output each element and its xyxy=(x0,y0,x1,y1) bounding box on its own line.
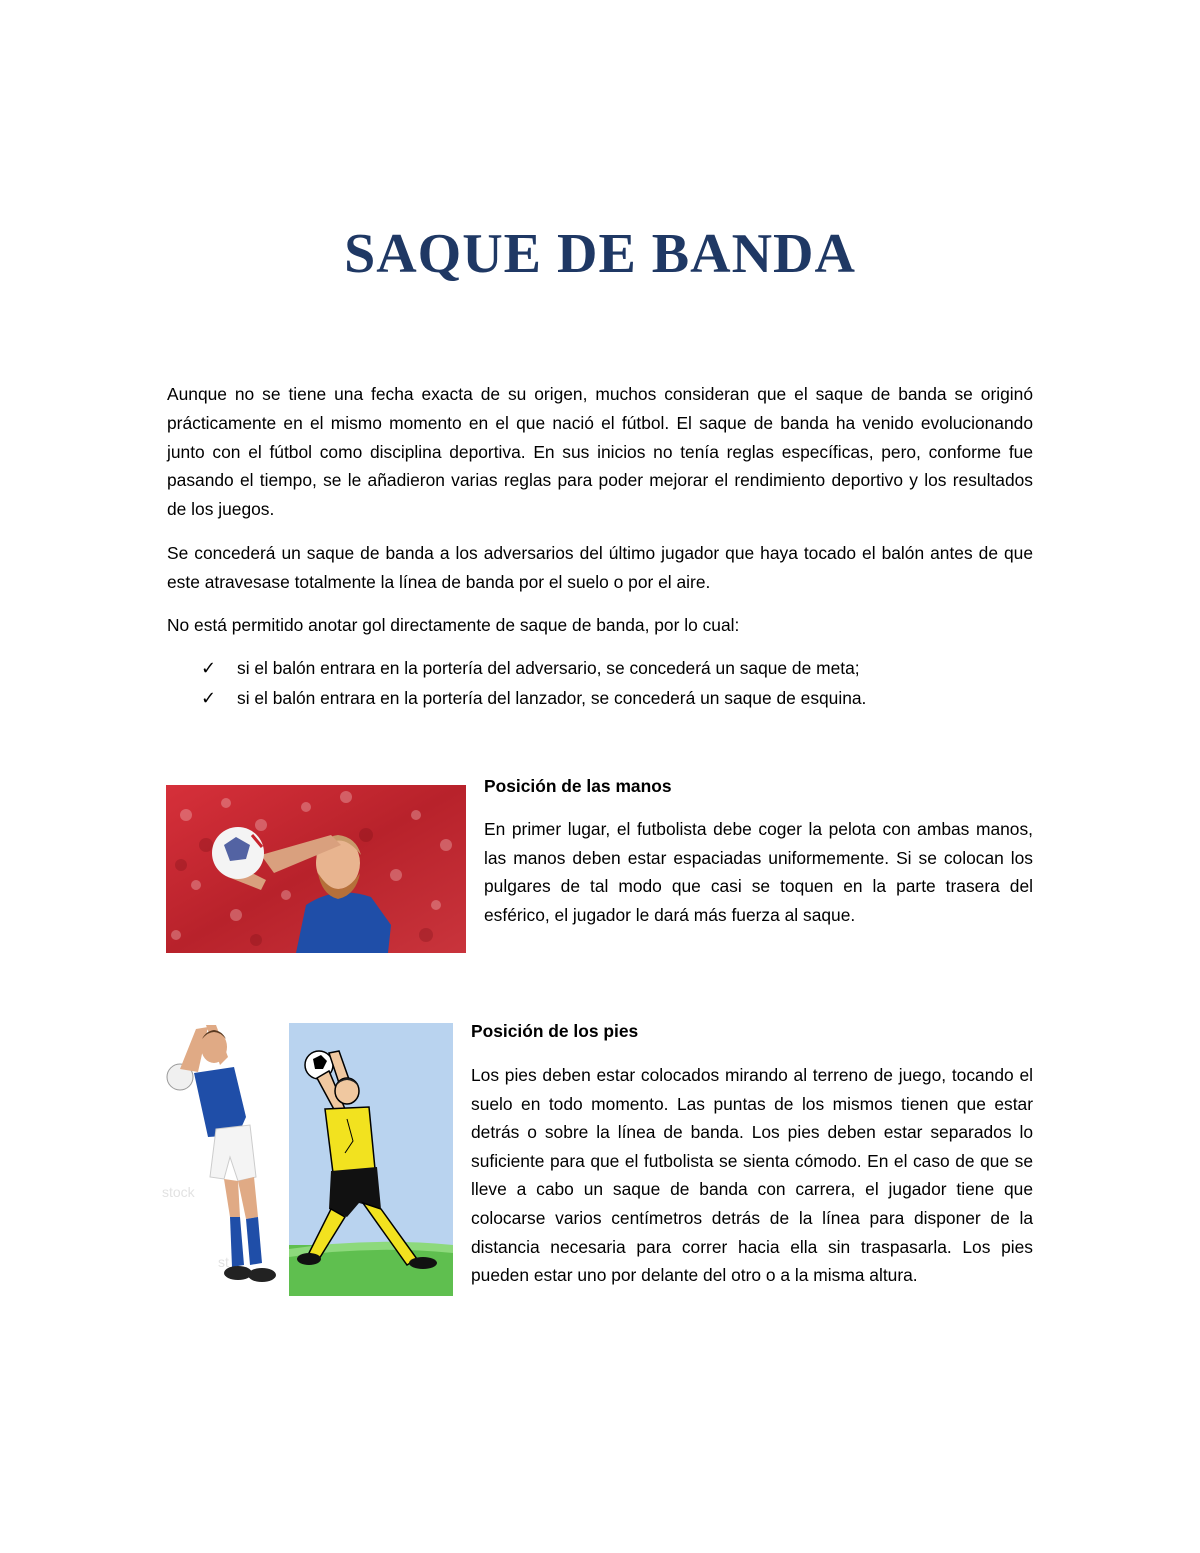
throw-in-hands-photo xyxy=(166,785,466,953)
section-text-hands: En primer lugar, el futbolista debe coger la pelota con ambas manos, las manos deben estar espaciadas uniformemente. Si se colocan los pulgares de tal modo que casi se toquen en la parte trasera del esférico, el jugador le dará más fuerza al saque. xyxy=(484,819,1033,925)
section-heading-feet: Posición de los pies xyxy=(471,1021,639,1041)
throw-in-illustration xyxy=(289,1023,453,1296)
document-title: SAQUE DE BANDA xyxy=(344,223,856,285)
checkmark-icon: ✓ xyxy=(201,687,217,708)
section-text-feet: Los pies deben estar colocados mirando al terreno de juego, tocando el suelo en todo momento. Las puntas de los mismos tienen que estar detrás o sobre la línea de banda. Los pies deben estar separados lo suficiente para que el futbolista se sienta cómodo. En el caso de que se lleve a cabo un saque de banda con carrera, el jugador tiene que colocarse varios centímetros detrás de la línea para disponer de la distancia necesaria para correr hacia ella sin traspasarla. Los pies pueden estar uno por delante del otro o a la misma altura. xyxy=(471,1065,1033,1286)
list-item xyxy=(201,684,1041,714)
intro-paragraph: Aunque no se tiene una fecha exacta de su origen, muchos consideran que el saque de banda se originó prácticamente en el mismo momento en el que nació el fútbol. El saque de banda ha venido evolucionando junto con el fútbol como disciplina deportiva. En sus inicios no tenía reglas específicas, pero, conforme fue pasando el tiempo, se le añadieron varias reglas para poder mejorar el rendimiento deportivo y los resultados de los juegos. xyxy=(167,384,1033,520)
goal-paragraph: No está permitido anotar gol directamente de saque de banda, por lo cual: xyxy=(167,615,740,635)
checklist xyxy=(201,654,1041,713)
list-item xyxy=(201,654,1041,684)
list-item-text: si el balón entrara en la portería del lanzador, se concederá un saque de esquina. xyxy=(237,687,867,708)
checkmark-icon: ✓ xyxy=(201,658,217,678)
section-heading-hands: Posición de las manos xyxy=(484,776,672,796)
list-item-text: si el balón entrara en la portería del adversario, se concederá un saque de meta; xyxy=(237,658,860,678)
svg-text:stock: stock xyxy=(162,1184,195,1200)
rule-paragraph: Se concederá un saque de banda a los adversarios del último jugador que haya tocado el balón antes de que este atravesase totalmente la línea de banda por el suelo o por el aire. xyxy=(167,543,1033,592)
throw-in-player-photo xyxy=(158,1017,280,1291)
svg-text:st: st xyxy=(218,1254,229,1270)
